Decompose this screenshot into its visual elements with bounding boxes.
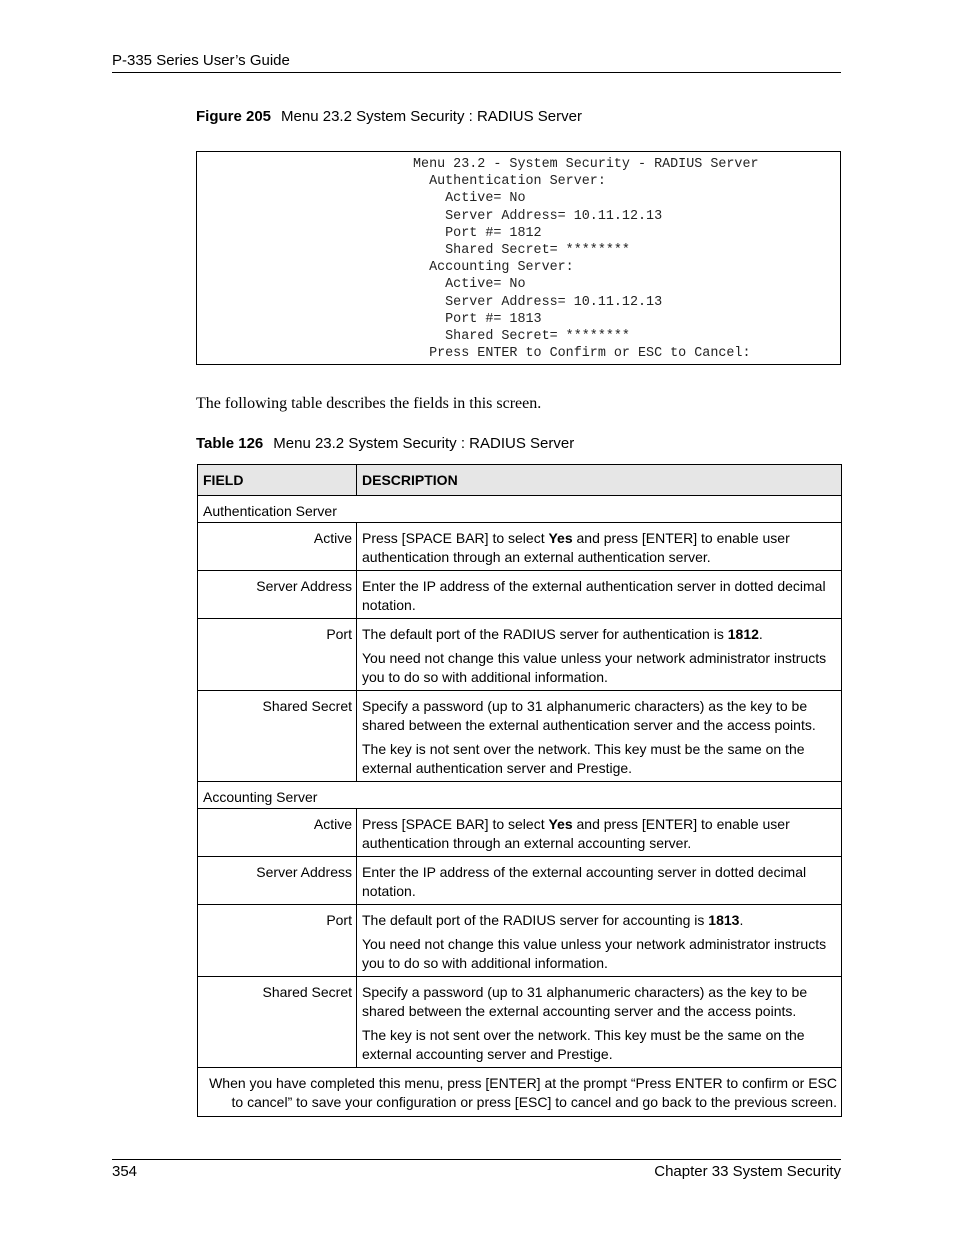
field-description: The default port of the RADIUS server for accounting is 1813. You need not change this value unless your network administrator instructs you to do so with additional information. [357,905,842,977]
field-name: Server Address [198,571,357,619]
note-row [198,1068,842,1117]
field-description: Specify a password (up to 31 alphanumeric characters) as the key to be shared between the external accounting server and the access points. The key is not sent over the network. This key must be the same on the external accounting server and Prestige. [357,977,842,1068]
terminal-text [413,156,759,362]
table-row [198,905,842,977]
table-row [198,977,842,1068]
figure-caption [196,108,582,125]
section-row [198,496,842,523]
terminal-line: Menu 23.2 - System Security - RADIUS Server [413,157,759,172]
field-name: Active [198,523,357,571]
table-row [198,691,842,782]
table-row [198,619,842,691]
section-label: Authentication Server [198,496,842,523]
field-description: Press [SPACE BAR] to select Yes and press [ENTER] to enable user authentication through an external accounting server. [357,809,842,857]
section-label: Accounting Server [198,782,842,809]
field-description: Enter the IP address of the external accounting server in dotted decimal notation. [357,857,842,905]
page-header [112,52,841,73]
field-description: Press [SPACE BAR] to select Yes and press [ENTER] to enable user authentication through an external authentication server. [357,523,842,571]
table-row [198,571,842,619]
field-description: Specify a password (up to 31 alphanumeric characters) as the key to be shared between the external authentication server and the access points. The key is not sent over the network. This key must be the same on the external authentication server and Prestige. [357,691,842,782]
terminal-line: Server Address= 10.11.12.13 [445,294,663,310]
table-row [198,809,842,857]
field-name: Port [198,905,357,977]
field-name: Port [198,619,357,691]
terminal-line: Shared Secret= ******** [445,243,630,259]
terminal-line: Accounting Server: [429,260,574,276]
terminal-line: Authentication Server: [429,174,606,190]
guide-title: P-335 Series User’s Guide [112,52,290,69]
figure-number: Figure 205 [196,108,272,125]
terminal-line: Server Address= 10.11.12.13 [445,208,663,224]
field-description: Enter the IP address of the external authentication server in dotted decimal notation. [357,571,842,619]
terminal-screen [196,151,841,365]
terminal-line: Active= No [445,277,526,293]
field-name: Active [198,809,357,857]
terminal-line: Port #= 1813 [445,311,542,327]
section-row [198,782,842,809]
page-number: 354 [112,1163,138,1180]
field-description: The default port of the RADIUS server for authentication is 1812. You need not change this value unless your network administrator instructs you to do so with additional information. [357,619,842,691]
field-name: Shared Secret [198,977,357,1068]
intro-text: The following table describes the fields in this screen. [196,395,542,412]
table-caption [196,435,574,452]
figure-title: Menu 23.2 System Security : RADIUS Server [281,108,582,125]
terminal-line: Port #= 1812 [445,225,542,241]
table-header-row [198,465,842,496]
table-number: Table 126 [196,435,264,452]
terminal-line: Active= No [445,191,526,207]
header-field: FIELD [198,465,357,496]
table-title: Menu 23.2 System Security : RADIUS Server [273,435,575,452]
terminal-line: Press ENTER to Confirm or ESC to Cancel: [413,346,751,362]
terminal-line: Shared Secret= ******** [445,329,630,345]
completion-note: When you have completed this menu, press [ENTER] at the prompt “Press ENTER to confirm or ESC to cancel” to save your configuration or press [ESC] to cancel and go back to the previous screen. [198,1068,842,1117]
chapter-title: Chapter 33 System Security [654,1163,841,1180]
table-row [198,857,842,905]
field-name: Server Address [198,857,357,905]
header-description: DESCRIPTION [357,465,842,496]
field-name: Shared Secret [198,691,357,782]
page-footer [112,1159,841,1182]
table-row [198,523,842,571]
field-description-table [197,464,842,1117]
